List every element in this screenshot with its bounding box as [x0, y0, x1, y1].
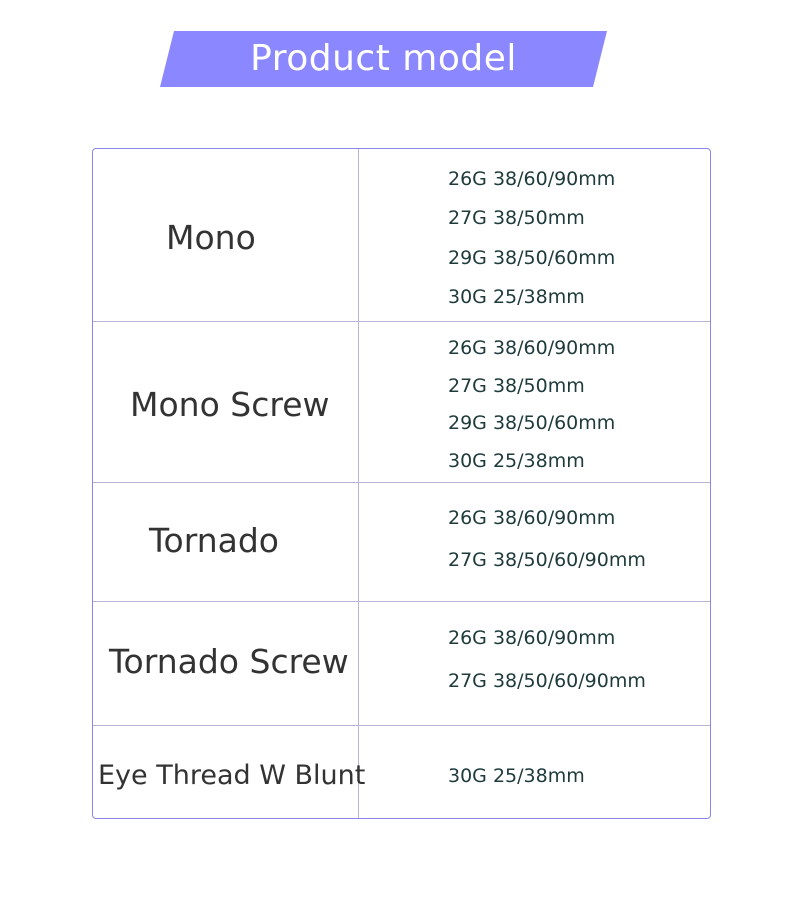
model-name-cell: [93, 149, 359, 321]
model-name: Mono Screw: [130, 385, 330, 424]
model-name-cell: [93, 726, 366, 819]
model-name-cell: [93, 602, 359, 725]
model-name: Tornado Screw: [109, 642, 349, 681]
spec-line: 30G 25/38mm: [448, 765, 585, 787]
model-name-cell: [93, 483, 359, 601]
model-name: Mono: [166, 218, 256, 257]
table-row-tornado: [93, 483, 710, 602]
model-name: Tornado: [149, 521, 280, 560]
spec-line: 29G 38/50/60mm: [448, 412, 616, 434]
model-name-cell: [93, 322, 359, 482]
spec-line: 26G 38/60/90mm: [448, 168, 616, 190]
spec-line: 27G 38/50/60/90mm: [448, 549, 646, 571]
table-row-eye-thread: [93, 726, 710, 819]
spec-cell: [359, 483, 710, 601]
product-model-table: [92, 148, 711, 819]
page-title: Product model: [250, 38, 517, 79]
table-row-tornado-screw: [93, 602, 710, 726]
spec-line: 26G 38/60/90mm: [448, 337, 616, 359]
spec-line: 26G 38/60/90mm: [448, 627, 616, 649]
spec-line: 27G 38/50/60/90mm: [448, 670, 646, 692]
spec-cell: [359, 726, 710, 819]
spec-cell: [359, 602, 710, 725]
spec-cell: [359, 149, 710, 321]
spec-line: 27G 38/50mm: [448, 375, 585, 397]
table-row-mono: [93, 149, 710, 322]
spec-cell: [359, 322, 710, 482]
model-name: Eye Thread W Blunt: [98, 760, 366, 791]
spec-line: 29G 38/50/60mm: [448, 247, 616, 269]
spec-line: 30G 25/38mm: [448, 450, 585, 472]
table-row-mono-screw: [93, 322, 710, 483]
spec-line: 26G 38/60/90mm: [448, 507, 616, 529]
spec-line: 30G 25/38mm: [448, 286, 585, 308]
spec-line: 27G 38/50mm: [448, 207, 585, 229]
